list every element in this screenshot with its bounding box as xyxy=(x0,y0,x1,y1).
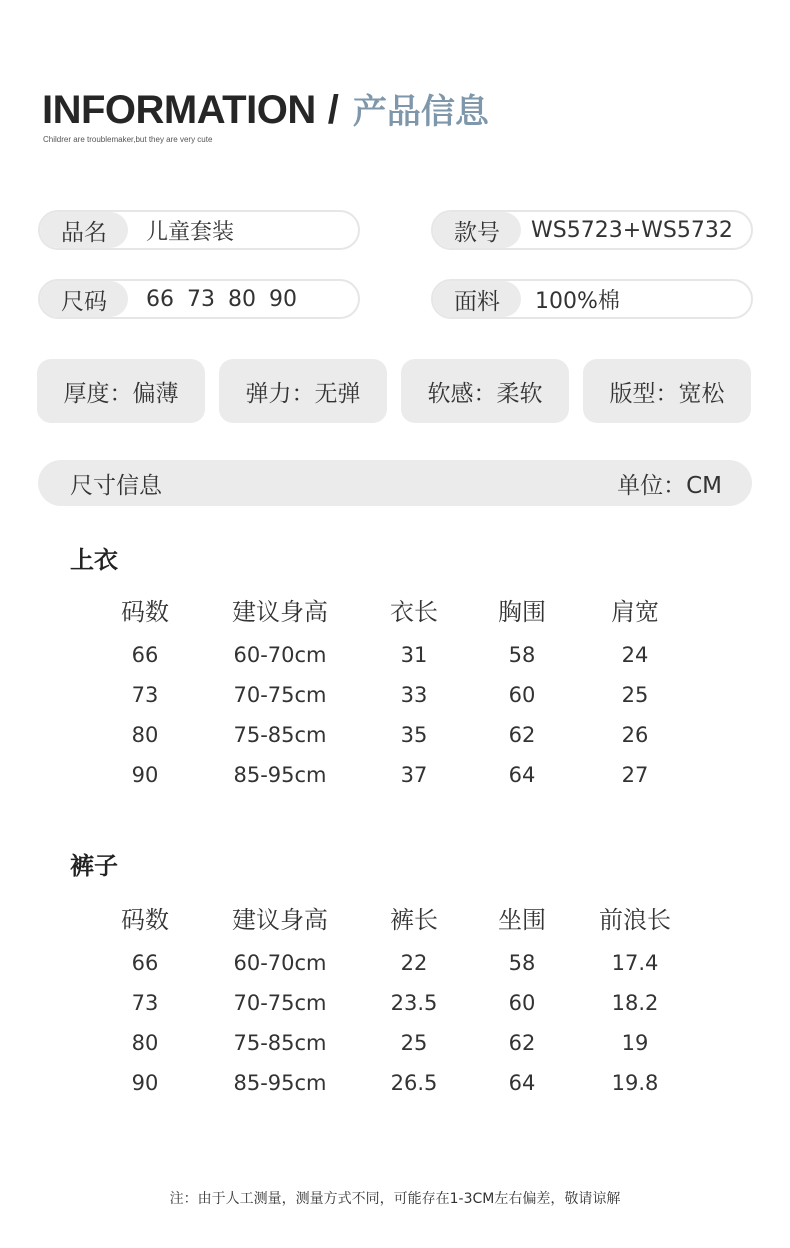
table-cell: 75-85cm xyxy=(233,723,327,747)
title-chinese: 产品信息 xyxy=(352,92,489,132)
size-label: 尺码 xyxy=(40,281,128,317)
feature-fit: 版型：宽松 xyxy=(583,359,751,423)
table-cell: 66 xyxy=(131,643,159,667)
table-row xyxy=(0,1063,790,1103)
table-header-row xyxy=(0,891,790,943)
product-name-field xyxy=(38,210,360,250)
table-cell: 25 xyxy=(400,1031,428,1055)
table-header-cell: 肩宽 xyxy=(611,597,659,626)
table-cell: 60-70cm xyxy=(233,951,327,975)
feature-thickness: 厚度：偏薄 xyxy=(37,359,205,423)
table-row xyxy=(0,755,790,795)
size-field xyxy=(38,279,360,319)
size-info-title: 尺寸信息 xyxy=(70,472,162,499)
size-info-unit: 单位：CM xyxy=(617,472,722,499)
table-header-cell: 建议身高 xyxy=(232,597,328,626)
feature-elasticity: 弹力：无弹 xyxy=(219,359,387,423)
table-cell: 73 xyxy=(131,683,159,707)
table-header-cell: 裤长 xyxy=(390,905,438,934)
top-section-title: 上衣 xyxy=(70,546,118,574)
table-row xyxy=(0,635,790,675)
title-separator: / xyxy=(327,88,339,132)
table-cell: 26.5 xyxy=(390,1071,438,1095)
style-number-label: 款号 xyxy=(433,212,521,248)
table-header-cell: 坐围 xyxy=(498,905,546,934)
table-cell: 37 xyxy=(400,763,428,787)
table-cell: 62 xyxy=(508,1031,536,1055)
table-cell: 62 xyxy=(508,723,536,747)
size-value: 66 73 80 90 xyxy=(146,286,297,312)
table-cell: 85-95cm xyxy=(233,763,327,787)
table-header-cell: 衣长 xyxy=(390,597,438,626)
table-header-cell: 码数 xyxy=(121,905,169,934)
table-cell: 90 xyxy=(131,763,159,787)
feature-softness: 软感：柔软 xyxy=(401,359,569,423)
table-cell: 75-85cm xyxy=(233,1031,327,1055)
table-cell: 70-75cm xyxy=(233,683,327,707)
table-cell: 17.4 xyxy=(611,951,659,975)
table-cell: 31 xyxy=(400,643,428,667)
fabric-value: 100%棉 xyxy=(535,288,620,314)
table-row xyxy=(0,983,790,1023)
title-english: INFORMATION xyxy=(42,88,316,132)
measurement-note: 注：由于人工测量，测量方式不同，可能存在1-3CM左右偏差，敬请谅解 xyxy=(169,1191,621,1207)
table-cell: 26 xyxy=(621,723,649,747)
page-header xyxy=(42,84,489,144)
table-row xyxy=(0,715,790,755)
page-title xyxy=(42,84,489,133)
table-cell: 23.5 xyxy=(390,991,438,1015)
table-cell: 73 xyxy=(131,991,159,1015)
table-cell: 64 xyxy=(508,1071,536,1095)
table-cell: 70-75cm xyxy=(233,991,327,1015)
table-cell: 90 xyxy=(131,1071,159,1095)
fabric-label: 面料 xyxy=(433,281,521,317)
table-row xyxy=(0,1023,790,1063)
table-cell: 64 xyxy=(508,763,536,787)
table-cell: 80 xyxy=(131,1031,159,1055)
table-cell: 80 xyxy=(131,723,159,747)
table-row xyxy=(0,675,790,715)
table-header-cell: 建议身高 xyxy=(232,905,328,934)
table-cell: 85-95cm xyxy=(233,1071,327,1095)
table-cell: 19.8 xyxy=(611,1071,659,1095)
product-name-label: 品名 xyxy=(40,212,128,248)
table-cell: 60 xyxy=(508,991,536,1015)
pants-section-title: 裤子 xyxy=(70,852,118,880)
page-subtitle: Childrer are troublemaker,but they are very cute xyxy=(43,135,213,144)
product-name-value: 儿童套装 xyxy=(146,219,235,245)
table-cell: 33 xyxy=(400,683,428,707)
table-cell: 58 xyxy=(508,951,536,975)
table-cell: 22 xyxy=(400,951,428,975)
table-header-cell: 码数 xyxy=(121,597,169,626)
style-number-field xyxy=(431,210,753,250)
style-number-value: WS5723+WS5732 xyxy=(531,217,733,243)
top-size-table xyxy=(0,583,790,795)
table-cell: 27 xyxy=(621,763,649,787)
table-cell: 66 xyxy=(131,951,159,975)
table-cell: 60 xyxy=(508,683,536,707)
table-cell: 19 xyxy=(621,1031,649,1055)
fabric-field xyxy=(431,279,753,319)
table-cell: 60-70cm xyxy=(233,643,327,667)
table-cell: 18.2 xyxy=(611,991,659,1015)
table-cell: 35 xyxy=(400,723,428,747)
table-cell: 58 xyxy=(508,643,536,667)
table-header-cell: 前浪长 xyxy=(599,905,671,934)
size-info-bar xyxy=(38,460,752,506)
table-header-cell: 胸围 xyxy=(498,597,546,626)
table-header-row xyxy=(0,583,790,635)
table-row xyxy=(0,943,790,983)
pants-size-table xyxy=(0,891,790,1103)
table-cell: 25 xyxy=(621,683,649,707)
table-cell: 24 xyxy=(621,643,649,667)
